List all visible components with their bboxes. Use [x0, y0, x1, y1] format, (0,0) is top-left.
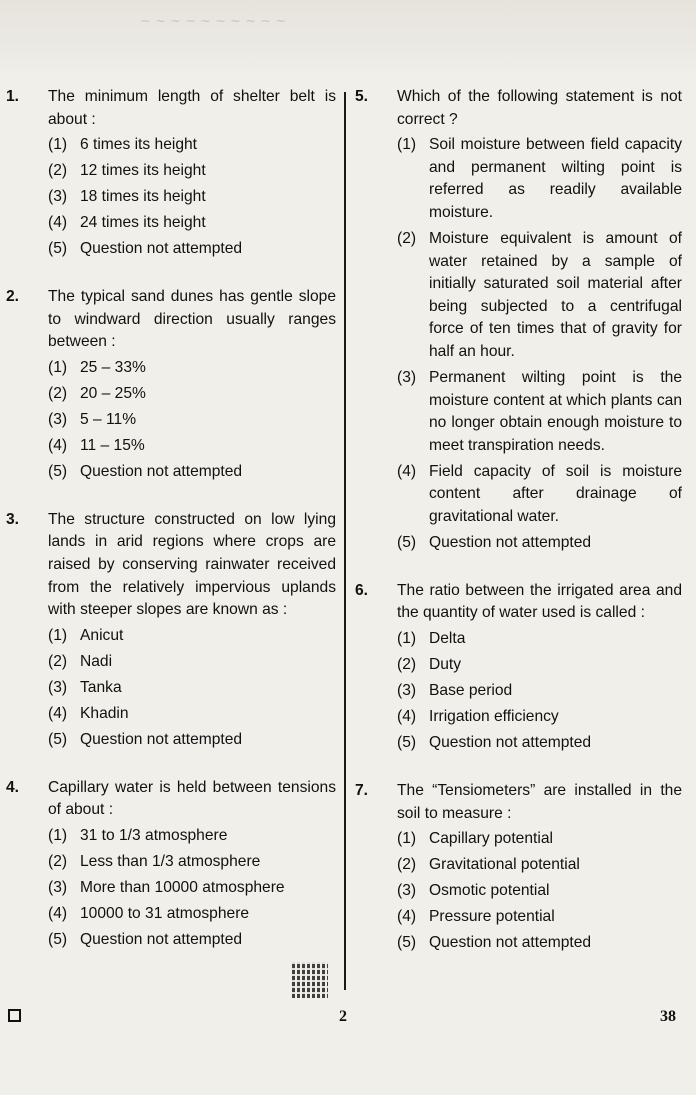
option-text: Pressure potential [429, 908, 555, 926]
question-stem: The ratio between the irrigated area and the quantity of water used is called : [397, 581, 682, 622]
option[interactable] [48, 825, 336, 848]
option[interactable] [48, 409, 336, 432]
option-number: (3) [397, 368, 417, 386]
option-number: (3) [48, 410, 68, 428]
option[interactable] [48, 212, 336, 235]
option[interactable] [48, 929, 336, 952]
option[interactable] [397, 906, 682, 929]
option-number: (3) [48, 188, 68, 206]
question-number: 2. [6, 288, 20, 306]
option-text: Duty [429, 656, 462, 673]
option[interactable] [48, 625, 336, 648]
option-number: (2) [48, 652, 68, 670]
option-text: 24 times its height [80, 214, 206, 232]
question-stem: The structure constructed on low lying lands in arid regions where crops are raised by conserving rainwater received from the relatively impervious uplands with steeper slopes are known as : [48, 510, 336, 619]
option-number: (5) [397, 533, 417, 551]
option[interactable] [397, 654, 682, 677]
page-code: 38 [660, 1008, 676, 1025]
option-text: Moisture equivalent is amount of water retained by a sample of initially saturated soil material after being subjected to a centrifugal force of ten times that of gravity for half an hour. [429, 229, 682, 360]
question-3 [6, 509, 336, 752]
option-number: (1) [48, 626, 68, 644]
right-column [355, 86, 682, 958]
question-number: 6. [355, 581, 369, 599]
option-text: Question not attempted [429, 733, 592, 751]
option-text: Question not attempted [80, 930, 243, 948]
option-text: Anicut [80, 626, 124, 644]
option[interactable] [48, 877, 336, 900]
option-text: Delta [429, 630, 466, 648]
option-number: (2) [397, 229, 417, 247]
option-text: 20 – 25% [80, 384, 146, 402]
option-number: (1) [397, 136, 417, 154]
option-text: 5 – 11% [80, 410, 137, 428]
option-text: More than 10000 atmosphere [80, 878, 285, 896]
option-number: (2) [397, 656, 417, 673]
question-7 [355, 780, 682, 955]
option-text: Field capacity of soil is moisture content after drainage of gravitational water. [429, 462, 682, 525]
option-number: (4) [48, 904, 68, 922]
option-text: Nadi [80, 652, 113, 670]
question-number: 3. [6, 510, 20, 528]
option-number: (4) [397, 462, 417, 480]
option[interactable] [397, 732, 682, 755]
option[interactable] [397, 854, 682, 877]
option-text: Question not attempted [429, 533, 592, 551]
option[interactable] [397, 461, 682, 529]
option-number: (4) [48, 214, 68, 232]
option-number: (5) [48, 730, 68, 748]
option-text: Tanka [80, 678, 122, 696]
question-number: 1. [6, 88, 20, 105]
option-text: 18 times its height [80, 188, 206, 206]
question-5 [355, 86, 682, 554]
option[interactable] [397, 828, 682, 851]
option[interactable] [48, 703, 336, 726]
option-text: Permanent wilting point is the moisture content at which plants can no longer obtain enough moisture to meet transpiration needs. [429, 368, 682, 454]
option-text: 10000 to 31 atmosphere [80, 904, 250, 922]
option[interactable] [397, 706, 682, 729]
question-stem: The “Tensiometers” are installed in the soil to measure : [397, 781, 682, 822]
option-text: Capillary potential [429, 830, 553, 848]
question-stem: Which of the following statement is not correct ? [397, 88, 682, 128]
question-1 [6, 86, 336, 261]
option[interactable] [397, 134, 682, 224]
question-stem: Capillary water is held between tensions of about : [48, 778, 336, 819]
option[interactable] [48, 383, 336, 406]
option-number: (4) [48, 436, 68, 454]
page-header-background [0, 0, 696, 70]
option[interactable] [397, 532, 682, 555]
option[interactable] [48, 677, 336, 700]
column-divider [344, 92, 346, 990]
option-text: Less than 1/3 atmosphere [80, 852, 261, 870]
option-number: (2) [48, 852, 68, 870]
option-text: Base period [429, 681, 513, 699]
option-text: Question not attempted [80, 730, 243, 748]
question-4 [6, 777, 336, 952]
option-text: Khadin [80, 704, 129, 722]
question-stem: The typical sand dunes has gentle slope to windward direction usually ranges between : [48, 288, 336, 351]
option-number: (4) [397, 707, 417, 725]
option-text: 6 times its height [80, 136, 198, 154]
option[interactable] [397, 880, 682, 903]
option-number: (4) [48, 704, 68, 722]
option[interactable] [48, 851, 336, 874]
option-number: (1) [48, 136, 68, 154]
page-number: 2 [339, 1008, 347, 1025]
option-number: (1) [48, 826, 68, 844]
option-text: 25 – 33% [80, 358, 146, 376]
option-number: (2) [397, 856, 417, 874]
option-number: (5) [48, 240, 68, 258]
option-text: Irrigation efficiency [429, 707, 559, 725]
left-column [6, 86, 336, 955]
option[interactable] [397, 367, 682, 457]
option[interactable] [48, 186, 336, 209]
question-stem: The minimum length of shelter belt is about : [48, 88, 336, 128]
option-number: (1) [397, 630, 417, 648]
question-2 [6, 286, 336, 483]
option-text: Question not attempted [80, 462, 243, 480]
option[interactable] [48, 729, 336, 752]
option-number: (1) [48, 358, 68, 376]
option[interactable] [48, 357, 336, 380]
option[interactable] [397, 628, 682, 651]
option-text: Soil moisture between field capacity and permanent wilting point is referred as readily available moisture. [429, 136, 682, 221]
qr-code-image [292, 962, 328, 998]
option[interactable] [397, 228, 682, 364]
option-text: Osmotic potential [429, 882, 550, 900]
question-number: 5. [355, 88, 369, 105]
question-6 [355, 580, 682, 755]
option[interactable] [48, 134, 336, 157]
option[interactable] [48, 160, 336, 183]
option-number: (3) [397, 882, 417, 900]
option-number: (3) [48, 878, 68, 896]
option-number: (5) [397, 733, 417, 751]
bleed-through-scribble: ~ ~ ~ ~ ~ ~ ~ ~ ~ ~ [140, 14, 287, 29]
question-number: 4. [6, 778, 20, 796]
option[interactable] [48, 435, 336, 458]
option[interactable] [48, 651, 336, 674]
option-text: Gravitational potential [429, 856, 580, 874]
option-text: 12 times its height [80, 162, 206, 180]
option[interactable] [397, 932, 682, 955]
question-number: 7. [355, 781, 369, 799]
option-text: 31 to 1/3 atmosphere [80, 826, 228, 844]
option-text: Question not attempted [80, 240, 243, 258]
option-number: (2) [48, 384, 68, 402]
option[interactable] [397, 680, 682, 703]
option[interactable] [48, 903, 336, 926]
option-number: (3) [397, 681, 417, 699]
corner-square-marker [8, 1009, 21, 1022]
option-text: 11 – 15% [80, 436, 145, 454]
option-number: (2) [48, 162, 68, 180]
option-text: Question not attempted [429, 934, 592, 952]
option-number: (1) [397, 830, 417, 848]
option-number: (5) [48, 462, 68, 480]
option-number: (5) [48, 930, 68, 948]
option-number: (4) [397, 908, 417, 926]
option[interactable] [48, 238, 336, 261]
option[interactable] [48, 461, 336, 484]
option-number: (3) [48, 678, 68, 696]
option-number: (5) [397, 934, 417, 952]
